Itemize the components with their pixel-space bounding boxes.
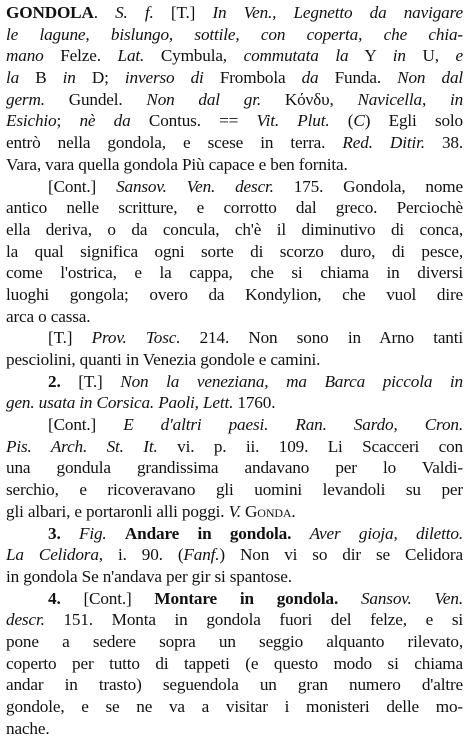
entry-line-3: mano Felze. Lat. Cymbula, commutata la Y in U, e <box>6 46 463 66</box>
entry-line-14: luoghi gongola; overo da Kondylion, che vuol dire <box>6 284 463 304</box>
entry-line-32: andar in trasto) seguendola un gran numero d'altre <box>6 675 463 695</box>
entry-line-22: una gondula grandissima andavano per lo Valdi- <box>6 458 463 478</box>
entry-line-11: ella deriva, o da concula, ch'è il diminutivo di conca, <box>6 219 463 239</box>
entry-line-4: la B in D; inverso di Frombola da Funda. Non dal <box>6 68 463 88</box>
entry-line-15: arca o cassa. <box>6 306 91 326</box>
entry-line-24: gli albari, e portaronli alli poggi. V. Gonda. <box>6 501 296 521</box>
entry-line-19: gen. usata in Corsica. Paoli, Lett. 1760. <box>6 393 276 413</box>
entry-line-16: [T.] Prov. Tosc. 214. Non sono in Arno tanti <box>48 328 463 348</box>
entry-line-13: come l'ostrica, e la cappa, che si chiama in diversi <box>6 263 463 283</box>
entry-line-23: serchio, e ricoveravano gli uomini levandoli su per <box>6 480 463 500</box>
entry-line-1: GONDOLA. S. f. [T.] In Ven., Legnetto da navigare <box>6 3 463 22</box>
entry-line-29: descr. 151. Monta in gondola fuori del felze, e si <box>6 610 463 630</box>
entry-line-26: La Celidora, i. 90. (Fanf.) Non vi so dir se Celidora <box>6 545 463 565</box>
entry-line-6: Esichio; nè da Contus. == Vit. Plut. (C) Egli solo <box>6 111 463 131</box>
entry-line-33: gondole, e se ne va a visitar i monisteri delle mo- <box>6 697 463 716</box>
entry-line-7: entrò nella gondola, e scese in terra. Red. Ditir. 38. <box>6 133 463 153</box>
entry-line-31: coperto per tutto di tappeti (e questo modo si chiama <box>6 653 463 673</box>
entry-line-5: germ. Gundel. Non dal gr. Κόνδυ, Navicella, in <box>6 89 463 109</box>
entry-line-17: pesciolini, quanti in Venezia gondole e camini. <box>6 350 321 369</box>
entry-line-8: Vara, vara quella gondola Più capace e ben fornita. <box>6 154 348 174</box>
entry-line-10: antico nelle scritture, e corrotto dal greco. Perciochè <box>6 198 463 218</box>
entry-line-30: pone a sedere sopra un seggio alquanto rilevato, <box>6 631 463 651</box>
entry-line-28: 4. [Cont.] Montare in gondola. Sansov. Ven. <box>48 588 463 608</box>
entry-line-12: la qual significa ogni sorte di scorzo duro, di pesce, <box>6 241 463 261</box>
entry-line-25: 3. Fig. Andare in gondola. Aver gioja, diletto. <box>48 523 463 543</box>
entry-line-18: 2. [T.] Non la veneziana, ma Barca piccola in <box>48 371 463 391</box>
entry-line-21: Pis. Arch. St. It. vi. p. ii. 109. Li Scacceri con <box>6 436 463 456</box>
entry-line-9: [Cont.] Sansov. Ven. descr. 175. Gondola, nome <box>48 176 463 196</box>
entry-line-34: nache. <box>6 718 50 738</box>
entry-line-2: le lagune, bislungo, sottile, con coperta, che chia- <box>6 24 463 44</box>
entry-line-20: [Cont.] E d'altri paesi. Ran. Sardo, Cron. <box>48 415 463 435</box>
entry-line-27: in gondola Se n'andava per gir si spantose. <box>6 566 292 586</box>
